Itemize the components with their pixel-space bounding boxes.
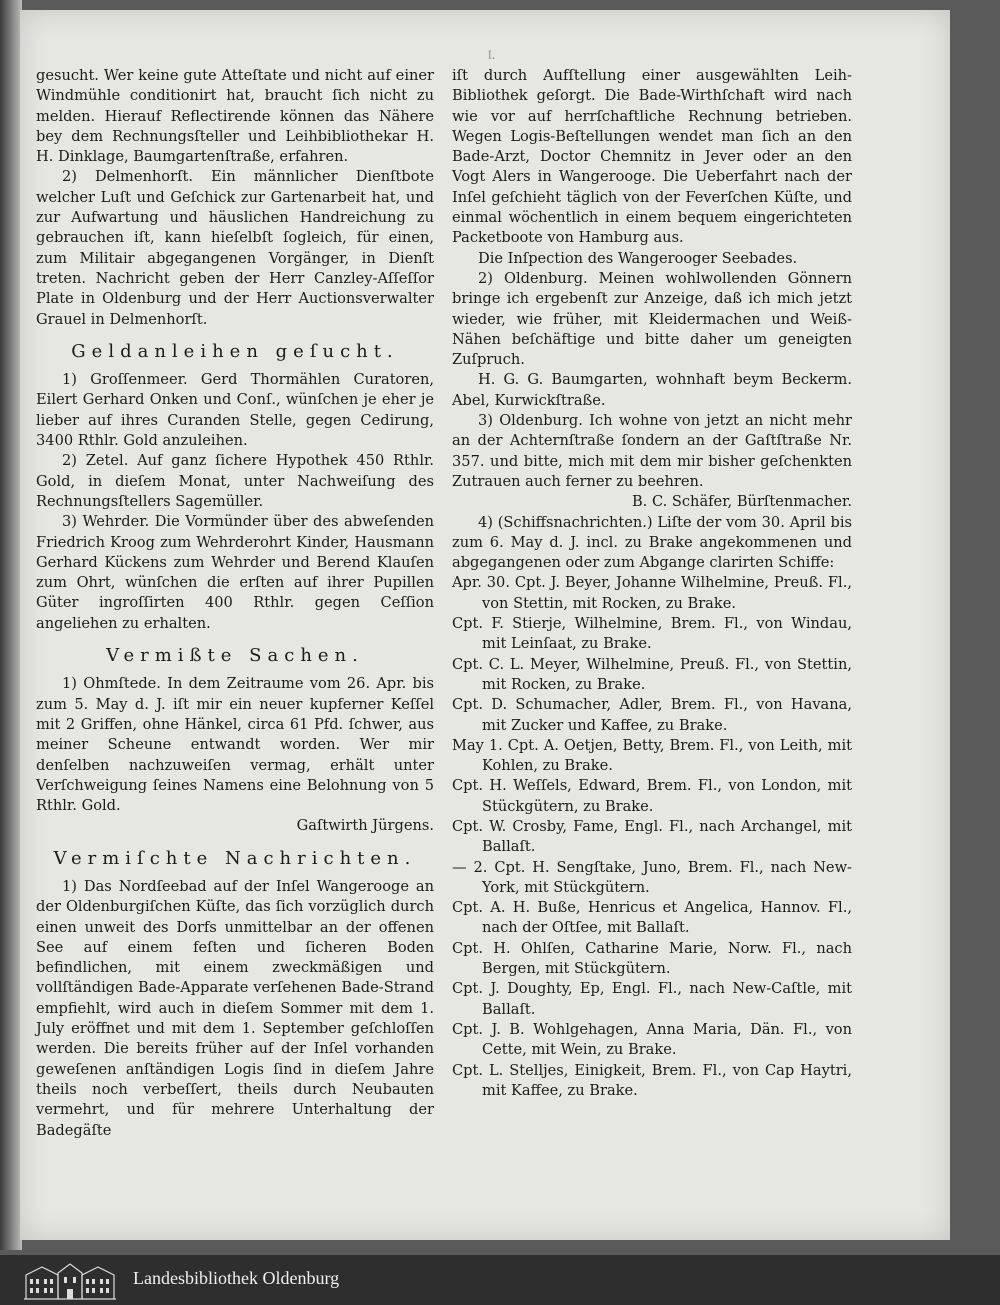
ship-entry: Cpt. H. Ohlſen, Catharine Marie, Norw. Fl., nach Bergen, mit Stückgütern. bbox=[452, 939, 852, 978]
text-paragraph: 3) Wehrder. Die Vormünder über des abweſenden Friedrich Kroog zum Wehrderohrt Kinder, Hausmann Gerhard Kückens zum Wehrder und Berend Klauſen zum Ohrt, wünſchen die erſten auf ihrer Pupillen Güter ingroſſirten 400 Rthlr. gegen Ceſſion angeliehen zu erhalten. bbox=[36, 513, 434, 632]
ship-entry: Apr. 30. Cpt. J. Beyer, Johanne Wilhelmine, Preuß. Fl., von Stettin, mit Rocken, zu Brake. bbox=[452, 574, 852, 612]
ship-entry: Cpt. F. Stierje, Wilhelmine, Brem. Fl., von Windau, mit Leinſaat, zu Brake. bbox=[452, 615, 852, 653]
text-paragraph: 4) (Schiffsnachrichten.) Liſte der vom 30. April bis zum 6. May d. J. incl. zu Brake angekommenen und abgegangenen oder zum Abgange clarirten Schiffe: bbox=[452, 513, 852, 572]
ship-entry: — 2. Cpt. H. Sengſtake, Juno, Brem. Fl., nach New-York, mit Stückgütern. bbox=[452, 858, 852, 896]
ship-entry: Cpt. C. L. Meyer, Wilhelmine, Preuß. Fl., von Stettin, mit Rocken, zu Brake. bbox=[452, 655, 852, 693]
section-heading: Vermißte Sachen. bbox=[106, 645, 364, 667]
text-paragraph: H. G. G. Baumgarten, wohnhaft beym Beckerm. Abel, Kurwickſtraße. bbox=[452, 371, 852, 409]
book-gutter bbox=[0, 0, 22, 1250]
ship-entry: Cpt. D. Schumacher, Adler, Brem. Fl., von Havana, mit Zucker und Kaffee, zu Brake. bbox=[452, 696, 852, 734]
ship-entry: Cpt. A. H. Buße, Henricus et Angelica, Hannov. Fl., nach der Oſtſee, mit Ballaſt. bbox=[452, 899, 852, 937]
institution-name: Landesbibliothek Oldenburg bbox=[133, 1268, 340, 1288]
ship-entry: Cpt. J. B. Wohlgehagen, Anna Maria, Dän. Fl., von Cette, mit Wein, zu Brake. bbox=[452, 1020, 852, 1059]
left-text-column bbox=[36, 66, 434, 1141]
section-heading: Vermiſchte Nachrichten. bbox=[53, 847, 417, 869]
text-paragraph: 3) Oldenburg. Ich wohne von jetzt an nicht mehr an der Achternſtraße ſondern an der Gaſtſtraße Nr. 357. und bitte, mich mit dem mir bisher geſchenkten Zutrauen auch ferner zu beehren. bbox=[452, 412, 852, 490]
text-paragraph: 2) Oldenburg. Meinen wohlwollenden Gönnern bringe ich ergebenſt zur Anzeige, daß ich mich jetzt wieder, wie früher, mit Kleidermachen und Weiß-Nähen beſchäftige und bitte daher um geneigten Zuſpruch. bbox=[452, 269, 852, 369]
text-paragraph: Gaſtwirth Jürgens. bbox=[296, 817, 434, 835]
text-paragraph: 1) Groſſenmeer. Gerd Thormählen Curatoren, Eilert Gerhard Onken und Conſ., wünſchen je eher je lieber auf ihres Curanden Stelle, gegen Cedirung, 3400 Rthlr. Gold anzuleihen. bbox=[36, 371, 434, 450]
text-paragraph: gesucht. Wer keine gute Atteſtate und nicht auf einer Windmühle conditionirt hat, braucht ſich nicht zu melden. Hierauf Reflectirende können das Nähere bey dem Rechnungsſteller und Leihbibliothekar H. H. Dinklage, Baumgartenſtraße, erfahren. bbox=[36, 67, 434, 166]
text-paragraph: 2) Zetel. Auf ganz ſichere Hypothek 450 Rthlr. Gold, in dieſem Monat, unter Nachweiſung des Rechnungsſtellers Sagemüller. bbox=[36, 452, 434, 510]
text-paragraph: 1) Das Nordſeebad auf der Inſel Wangerooge an der Oldenburgiſchen Küſte, das ſich vorzüglich durch einen unweit des Dorfs unmittelbar an der offenen See auf einem feſten und ſicheren Boden befindlichen, mit einem zweckmäßigen und vollſtändigen Bade-Apparate verſehenen Bade-Strand empfiehlt, wird auch in dieſem Sommer mit dem 1. July eröffnet und mit dem 1. September geſchloſſen werden. Die bereits früher auf der Inſel vorhanden geweſenen anſtändigen Logis ſind in dieſem Jahre theils noch verbeſſert, theils durch Neubauten vermehrt, und für mehrere Unterhaltung der Badegäſte bbox=[36, 877, 434, 1139]
text-paragraph: Die Inſpection des Wangerooger Seebades. bbox=[478, 249, 798, 267]
text-paragraph: B. C. Schäfer, Bürſtenmacher. bbox=[631, 493, 852, 511]
section-heading: Geldanleihen geſucht. bbox=[71, 340, 399, 362]
library-building-icon bbox=[22, 1261, 118, 1301]
text-paragraph: 2) Delmenhorſt. Ein männlicher Dienſtbote welcher Luſt und Geſchick zur Gartenarbeit hat, und zur Aufwartung und häuslichen Handreichung zu gebrauchen iſt, kann hieſelbſt ſogleich, für einen, zum Militair abgegangenen Vorgänger, in Dienſt treten. Nachricht geben der Herr Canzley-Aſſeſſor Plate in Oldenburg und der Herr Auctionsverwalter Grauel in Delmenhorſt. bbox=[36, 168, 434, 328]
ship-entry: Cpt. H. Weſſels, Edward, Brem. Fl., von London, mit Stückgütern, zu Brake. bbox=[452, 777, 852, 815]
right-text-column bbox=[452, 66, 852, 1101]
text-paragraph: 1) Ohmſtede. In dem Zeitraume vom 26. Apr. bis zum 5. May d. J. iſt mir ein neuer kupferner Keſſel mit 2 Griffen, ohne Hänkel, circa 61 Pfd. ſchwer, aus meiner Scheune entwandt worden. Wer mir denſelben nachzuweiſen vermag, erhält unter Verſchweigung ſeines Namens eine Belohnung von 5 Rthlr. Gold. bbox=[36, 675, 434, 815]
ship-entry: Cpt. L. Stelljes, Einigkeit, Brem. Fl., von Cap Haytri, mit Kaffee, zu Brake. bbox=[452, 1061, 852, 1099]
ship-entry: Cpt. J. Doughty, Ep, Engl. Fl., nach New-Caſtle, mit Ballaſt. bbox=[452, 980, 852, 1018]
ship-entry: Cpt. W. Crosby, Fame, Engl. Fl., nach Archangel, mit Ballaſt. bbox=[452, 817, 852, 856]
ship-entry: May 1. Cpt. A. Oetjen, Betty, Brem. Fl., von Leith, mit Kohlen, zu Brake. bbox=[452, 736, 852, 775]
page-folio: 𝔩. bbox=[488, 48, 496, 63]
text-paragraph: iſt durch Aufſtellung einer ausgewählten Leih-Bibliothek geſorgt. Die Bade-Wirthſchaft wird nach wie vor auf herrſchaftliche Rechnung betrieben. Wegen Logis-Beſtellungen wendet man ſich an den Bade-Arzt, Doctor Chemnitz in Jever oder an den Vogt Alers in Wangerooge. Die Ueberfahrt nach der Inſel geſchieht täglich von der Feverſchen Küſte, und einmal wöchentlich in einem bequem eingerichteten Packetboote von Hamburg aus. bbox=[452, 67, 852, 247]
footer-bar bbox=[0, 1255, 1000, 1305]
